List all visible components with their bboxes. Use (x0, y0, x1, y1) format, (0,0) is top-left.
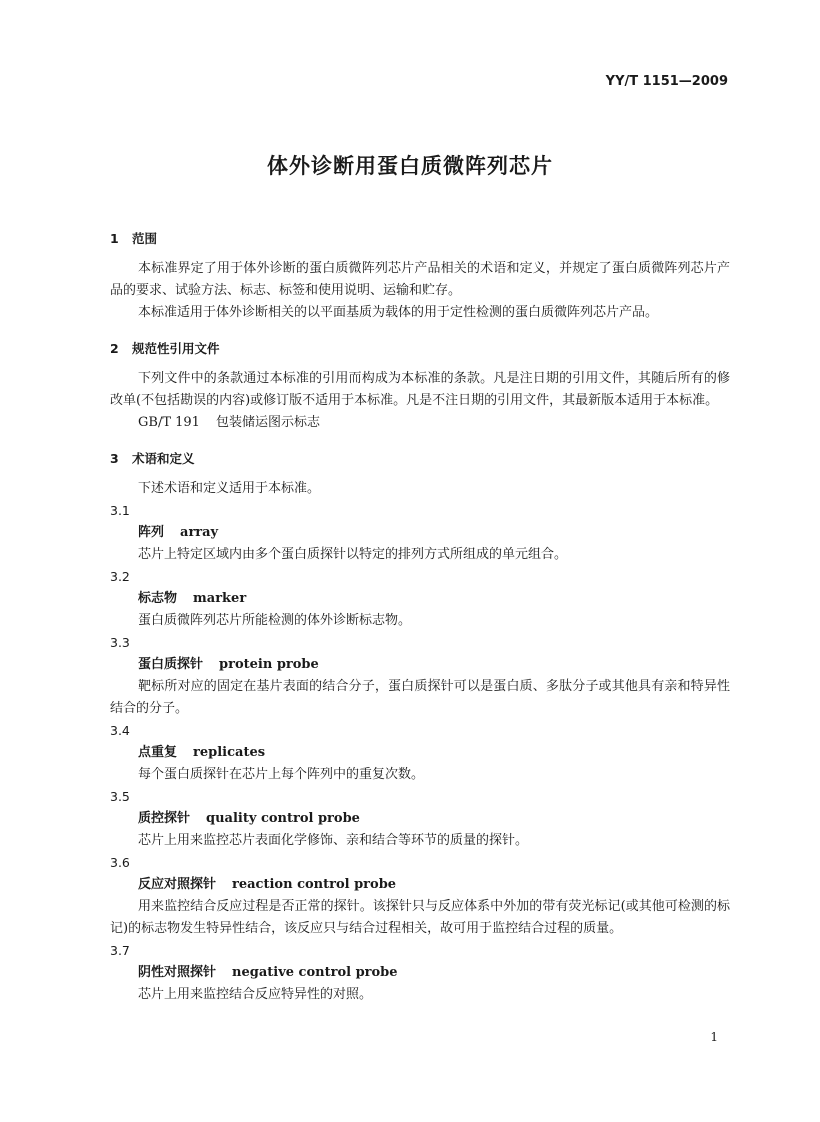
term-name (110, 962, 730, 984)
term-entry (110, 566, 730, 632)
term-number: 3.2 (110, 569, 130, 584)
section-title: 范围 (132, 231, 158, 246)
term-number: 3.4 (110, 723, 130, 738)
section-3-heading (110, 448, 730, 470)
section-1-heading (110, 228, 730, 250)
section-number: 2 (110, 341, 119, 356)
term-number: 3.7 (110, 943, 130, 958)
section-title: 规范性引用文件 (132, 341, 220, 356)
term-number: 3.1 (110, 503, 130, 518)
reference-name: 包装储运图示标志 (215, 415, 320, 430)
term-en: quality control probe (206, 811, 360, 826)
term-en: negative control probe (232, 965, 398, 980)
term-cn: 蛋白质探针 (138, 657, 204, 672)
term-entry (110, 786, 730, 852)
term-cn: 标志物 (138, 591, 178, 606)
term-cn: 阴性对照探针 (138, 965, 217, 980)
section-number: 3 (110, 451, 119, 466)
term-cn: 点重复 (138, 745, 178, 760)
term-number: 3.5 (110, 789, 130, 804)
term-entry (110, 720, 730, 786)
section-2-heading (110, 338, 730, 360)
section-number: 1 (110, 231, 119, 246)
references-paragraph: 下列文件中的条款通过本标准的引用而构成为本标准的条款。凡是注日期的引用文件，其随后所有的修改单(不包括勘误的内容)或修订版不适用于本标准。凡是不注日期的引用文件，其最新版本适用于本标准。 (110, 371, 730, 408)
term-en: marker (193, 591, 247, 606)
scope-paragraph-1: 本标准界定了用于体外诊断的蛋白质微阵列芯片产品相关的术语和定义，并规定了蛋白质微阵列芯片产品的要求、试验方法、标志、标签和使用说明、运输和贮存。 (110, 261, 730, 298)
term-definition: 用来监控结合反应过程是否正常的探针。该探针只与反应体系中外加的带有荧光标记(或其他可检测的标记)的标志物发生特异性结合，该反应只与结合过程相关，故可用于监控结合过程的质量。 (110, 899, 730, 936)
term-entry (110, 632, 730, 720)
document-title: 体外诊断用蛋白质微阵列芯片 (267, 154, 553, 178)
term-entry (110, 940, 730, 1006)
reference-code: GB/T 191 (138, 415, 200, 430)
term-definition: 每个蛋白质探针在芯片上每个阵列中的重复次数。 (138, 767, 425, 782)
term-definition: 蛋白质微阵列芯片所能检测的体外诊断标志物。 (138, 613, 412, 628)
term-number: 3.3 (110, 635, 130, 650)
term-en: reaction control probe (232, 877, 397, 892)
term-cn: 反应对照探针 (138, 877, 217, 892)
term-name (110, 874, 730, 896)
term-definition: 靶标所对应的固定在基片表面的结合分子，蛋白质探针可以是蛋白质、多肽分子或其他具有亲和特异性结合的分子。 (110, 679, 730, 716)
standard-number: YY/T 1151—2009 (605, 74, 728, 89)
term-en: replicates (193, 745, 266, 760)
term-name (110, 654, 730, 676)
term-cn: 阵列 (138, 525, 165, 540)
section-title: 术语和定义 (132, 451, 195, 466)
document-body (110, 228, 730, 1006)
term-en: protein probe (219, 657, 319, 672)
term-name (110, 808, 730, 830)
term-en: array (180, 525, 219, 540)
term-cn: 质控探针 (138, 811, 191, 826)
page-number: 1 (710, 1030, 718, 1044)
term-name (110, 588, 730, 610)
term-definition: 芯片上特定区域内由多个蛋白质探针以特定的排列方式所组成的单元组合。 (138, 547, 568, 562)
term-entry (110, 500, 730, 566)
term-name (110, 522, 730, 544)
scope-paragraph-2: 本标准适用于体外诊断相关的以平面基质为载体的用于定性检测的蛋白质微阵列芯片产品。 (138, 305, 659, 320)
term-name (110, 742, 730, 764)
terms-intro: 下述术语和定义适用于本标准。 (138, 481, 321, 496)
term-number: 3.6 (110, 855, 130, 870)
term-definition: 芯片上用来监控结合反应特异性的对照。 (138, 987, 373, 1002)
term-entry (110, 852, 730, 940)
reference-entry (110, 412, 730, 434)
term-definition: 芯片上用来监控芯片表面化学修饰、亲和结合等环节的质量的探针。 (138, 833, 529, 848)
